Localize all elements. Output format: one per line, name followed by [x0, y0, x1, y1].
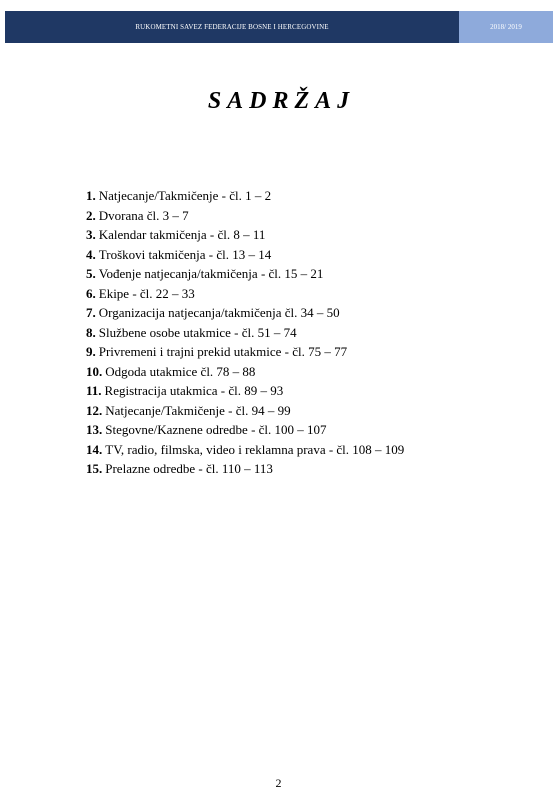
toc-item-text: TV, radio, filmska, video i reklamna prava - čl. 108 – 109	[105, 441, 405, 457]
toc-item-number: 10.	[86, 363, 103, 379]
header-year-bar	[459, 11, 553, 43]
page-title: SADRŽAJ	[207, 88, 356, 114]
toc-item-2	[86, 206, 404, 226]
page-header	[5, 11, 553, 43]
toc-item-text: Registracija utakmica - čl. 89 – 93	[104, 383, 284, 398]
toc-item-text: Privremeni i trajni prekid utakmice - čl. 75 – 77	[98, 344, 348, 359]
toc-item-text: Dvorana čl. 3 – 7	[98, 207, 189, 223]
toc-item-number: 1.	[86, 188, 96, 203]
toc-item-text: Službene osobe utakmice - čl. 51 – 74	[98, 324, 297, 340]
toc-item-15	[86, 459, 404, 479]
toc-item-10	[86, 362, 404, 382]
toc-item-number: 11.	[86, 383, 102, 398]
toc-item-number: 6.	[86, 285, 96, 301]
toc-item-text: Ekipe - čl. 22 – 33	[98, 285, 195, 301]
toc-item-12	[86, 401, 404, 421]
toc-item-text: Odgoda utakmice čl. 78 – 88	[105, 363, 256, 379]
toc-item-number: 7.	[86, 305, 96, 320]
toc-item-13	[86, 420, 404, 440]
toc-item-number: 3.	[86, 227, 96, 242]
toc-item-number: 5.	[86, 266, 96, 281]
header-title-bar	[5, 11, 459, 43]
toc-item-number: 13.	[86, 422, 103, 437]
toc-item-14	[86, 440, 404, 460]
toc-item-text: Natjecanje/Takmičenje - čl. 94 – 99	[105, 402, 291, 418]
toc-item-number: 14.	[86, 441, 103, 457]
toc-item-8	[86, 323, 404, 343]
toc-item-text: Organizacija natjecanja/takmičenja čl. 34 – 50	[98, 305, 340, 320]
toc-item-4	[86, 245, 404, 265]
toc-item-7	[86, 303, 404, 323]
toc-item-text: Stegovne/Kaznene odredbe - čl. 100 – 107	[105, 422, 327, 437]
toc-item-text: Natjecanje/Takmičenje - čl. 1 – 2	[98, 188, 272, 203]
toc-item-6	[86, 284, 404, 304]
toc-item-5	[86, 264, 404, 284]
toc-item-9	[86, 342, 404, 362]
toc-item-3	[86, 225, 404, 245]
toc-item-number: 9.	[86, 344, 96, 359]
toc-item-text: Troškovi takmičenja - čl. 13 – 14	[98, 246, 272, 262]
toc-item-number: 2.	[86, 207, 96, 223]
page-number: 2	[275, 776, 282, 790]
toc-item-number: 4.	[86, 246, 96, 262]
toc-item-11	[86, 381, 404, 401]
toc-item-text: Prelazne odredbe - čl. 110 – 113	[105, 461, 273, 476]
toc-item-1	[86, 186, 404, 206]
toc-item-text: Kalendar takmičenja - čl. 8 – 11	[98, 227, 266, 242]
header-title: RUKOMETNI SAVEZ FEDERACIJE BOSNE I HERCEGOVINE	[135, 23, 329, 31]
toc-item-number: 12.	[86, 402, 103, 418]
toc-item-number: 15.	[86, 461, 103, 476]
table-of-contents	[86, 186, 404, 479]
header-year: 2018/ 2019	[490, 23, 522, 31]
toc-item-number: 8.	[86, 324, 96, 340]
toc-item-text: Vođenje natjecanja/takmičenja - čl. 15 – 21	[98, 266, 324, 281]
